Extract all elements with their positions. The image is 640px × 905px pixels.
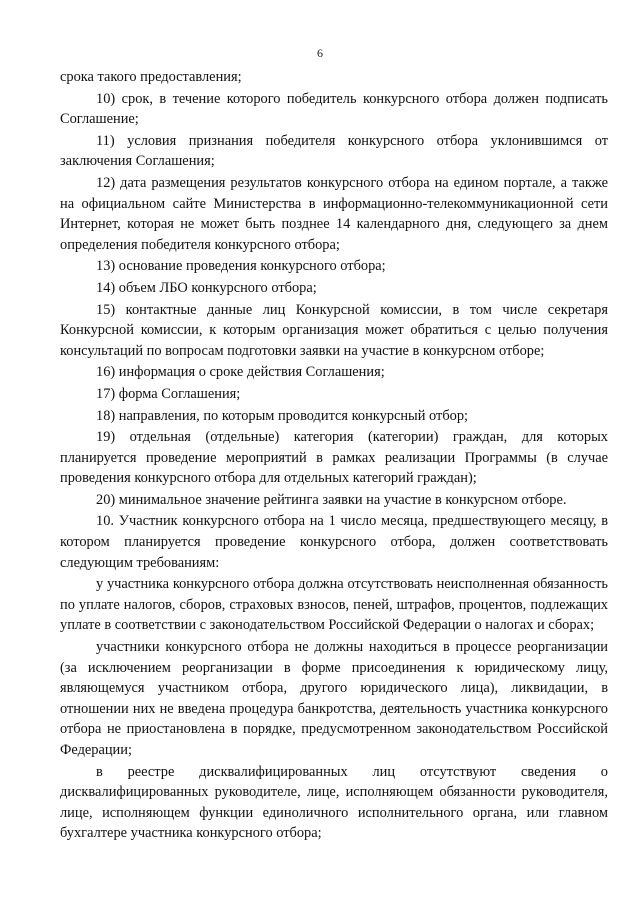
paragraph: в реестре дисквалифицированных лиц отсутствуют сведения о дисквалифицированных руководителе, лице, исполняющем обязанности руководителя, лице, исполняющем функции единоличного исполнительного органа, или главном бухгалтере участника конкурсного отбора; xyxy=(60,763,608,842)
paragraph: 17) форма Соглашения; xyxy=(96,385,241,402)
paragraph: 10. Участник конкурсного отбора на 1 число месяца, предшествующего месяцу, в котором планируется проведение конкурсного отбора, должен соответствовать следующим требованиям: xyxy=(60,513,608,571)
paragraph: у участника конкурсного отбора должна отсутствовать неисполненная обязанность по уплате налогов, сборов, страховых взносов, пеней, штрафов, процентов, подлежащих уплате в соответствии с законодательством Российской Федерации о налогах и сборах; xyxy=(60,576,608,634)
paragraph: 10) срок, в течение которого победитель конкурсного отбора должен подписать Соглашение; xyxy=(60,90,608,128)
paragraph: 19) отдельная (отдельные) категория (категории) граждан, для которых планируется проведение мероприятий в рамках реализации Программы (в случае проведения конкурсного отбора для отдельных категорий граждан); xyxy=(60,429,608,487)
document-body xyxy=(60,67,608,845)
paragraph: 16) информация о сроке действия Соглашения; xyxy=(96,364,385,381)
paragraph: 13) основание проведения конкурсного отбора; xyxy=(96,258,386,275)
paragraph: 15) контактные данные лиц Конкурсной комиссии, в том числе секретаря Конкурсной комиссии, к которым организация может обратиться с целью получения консультаций по вопросам подготовки заявки на участие в конкурсном отборе; xyxy=(60,301,608,359)
paragraph: 14) объем ЛБО конкурсного отбора; xyxy=(96,279,317,296)
paragraph: 20) минимальное значение рейтинга заявки на участие в конкурсном отборе. xyxy=(96,491,567,508)
paragraph: 11) условия признания победителя конкурсного отбора уклонившимся от заключения Соглашения; xyxy=(60,132,608,170)
paragraph: участники конкурсного отбора не должны находиться в процессе реорганизации (за исключением реорганизации в форме присоединения к юридическому лицу, являющемуся участником отбора, другого юридического лица), ликвидации, в отношении них не введена процедура банкротства, деятельность участника конкурсного отбора не приостановлена в порядке, предусмотренном законодательством Российской Федерации; xyxy=(60,639,608,758)
paragraph: 18) направления, по которым проводится конкурсный отбор; xyxy=(96,407,469,424)
paragraph: 12) дата размещения результатов конкурсного отбора на едином портале, а также на официальном сайте Министерства в информационно-телекоммуникационной сети Интернет, которая не может быть позднее 14 календарного дня, следующего за днем определения победителя конкурсного отбора; xyxy=(60,174,608,253)
paragraph: срока такого предоставления; xyxy=(60,69,242,85)
page-number: 6 xyxy=(317,46,323,60)
